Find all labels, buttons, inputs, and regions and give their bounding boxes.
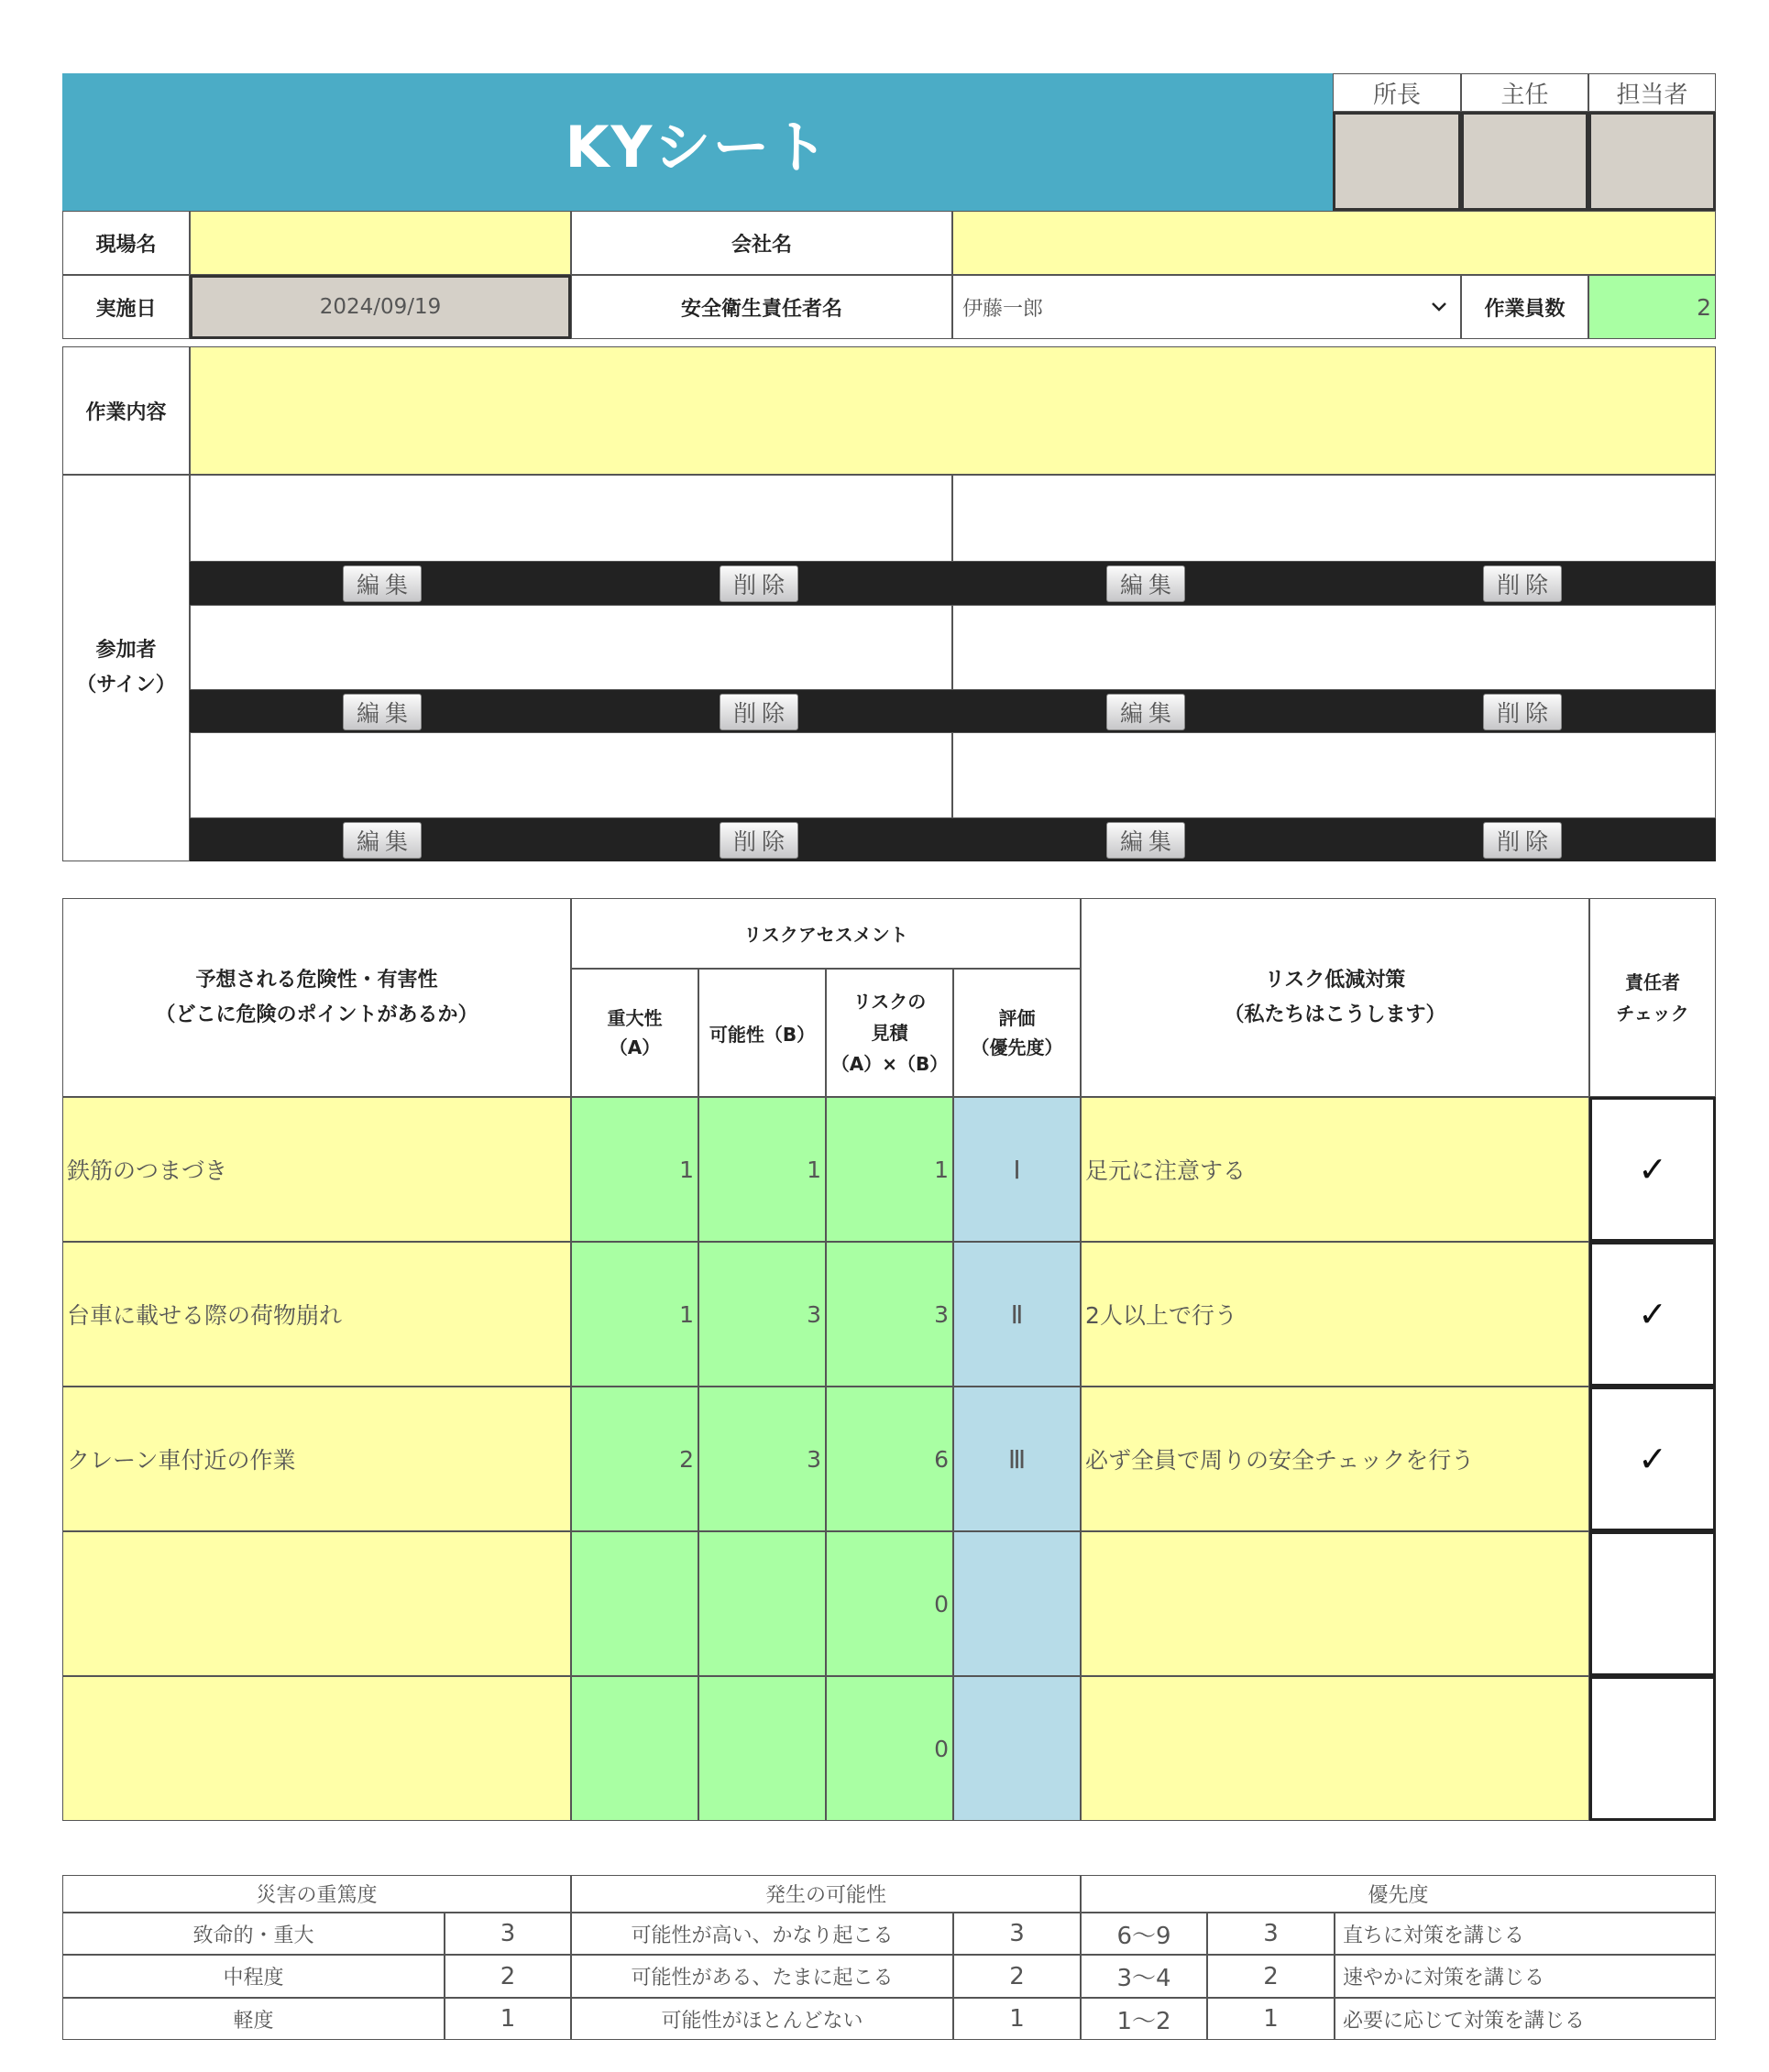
edit-button[interactable]: 編集 bbox=[343, 694, 422, 730]
hazard-header-line1: 予想される危険性・有害性 bbox=[195, 968, 438, 992]
legend-possibility-score: 1 bbox=[953, 1998, 1081, 2040]
legend-severity-header: 災害の重篤度 bbox=[62, 1875, 571, 1913]
legend-possibility-label: 可能性がある、たまに起こる bbox=[571, 1955, 953, 1998]
delete-button[interactable]: 削除 bbox=[1483, 565, 1562, 602]
delete-button[interactable]: 削除 bbox=[1483, 822, 1562, 859]
approval-label-staff: 担当者 bbox=[1588, 73, 1716, 112]
work-input[interactable] bbox=[190, 346, 1716, 475]
approval-stamp-staff[interactable] bbox=[1588, 112, 1716, 211]
hazard-cell[interactable]: 台車に載せる際の荷物崩れ bbox=[62, 1242, 571, 1387]
possibility-cell[interactable]: 1 bbox=[698, 1097, 826, 1242]
manager-check-box[interactable]: ✓ bbox=[1589, 1097, 1716, 1242]
legend-priority-level: 1 bbox=[1207, 1998, 1335, 2040]
countermeasure-cell[interactable]: 2人以上で行う bbox=[1081, 1242, 1589, 1387]
manager-label: 安全衛生責任者名 bbox=[571, 275, 952, 339]
estimate-cell: 0 bbox=[826, 1676, 953, 1821]
countermeasure-header: リスク低減対策 （私たちはこうします） bbox=[1081, 898, 1589, 1097]
hazard-cell[interactable]: 鉄筋のつまづき bbox=[62, 1097, 571, 1242]
countermeasure-cell[interactable] bbox=[1081, 1531, 1589, 1676]
signature-pad[interactable] bbox=[952, 732, 1716, 818]
signature-pad[interactable] bbox=[190, 605, 952, 690]
workers-label: 作業員数 bbox=[1461, 275, 1588, 339]
legend-priority-range: 6〜9 bbox=[1081, 1913, 1207, 1955]
manager-check-box[interactable]: ✓ bbox=[1589, 1242, 1716, 1387]
legend-possibility-score: 3 bbox=[953, 1913, 1081, 1955]
estimate-cell: 3 bbox=[826, 1242, 953, 1387]
possibility-cell[interactable] bbox=[698, 1676, 826, 1821]
manager-check-box[interactable] bbox=[1589, 1676, 1716, 1821]
evaluation-cell: Ⅲ bbox=[953, 1387, 1081, 1531]
legend-priority-action: 必要に応じて対策を講じる bbox=[1335, 1998, 1716, 2040]
title-banner bbox=[62, 73, 1333, 211]
countermeasure-cell[interactable]: 足元に注意する bbox=[1081, 1097, 1589, 1242]
date-label: 実施日 bbox=[62, 275, 190, 339]
edit-button[interactable]: 編集 bbox=[1106, 694, 1185, 730]
possibility-header: 可能性（B） bbox=[698, 969, 826, 1097]
legend-priority-range: 3〜4 bbox=[1081, 1955, 1207, 1998]
estimate-header: リスクの 見積 （A）×（B） bbox=[826, 969, 953, 1097]
severity-cell[interactable]: 1 bbox=[571, 1242, 698, 1387]
legend-possibility-score: 2 bbox=[953, 1955, 1081, 1998]
legend-priority-action: 直ちに対策を講じる bbox=[1335, 1913, 1716, 1955]
company-label: 会社名 bbox=[571, 211, 952, 275]
delete-button[interactable]: 削除 bbox=[1483, 694, 1562, 730]
workers-count[interactable]: 2 bbox=[1588, 275, 1716, 339]
signature-pad[interactable] bbox=[190, 732, 952, 818]
manager-select-value: 伊藤一郎 bbox=[962, 297, 1044, 321]
participants-label-line1: 参加者 bbox=[95, 639, 157, 662]
hazard-header bbox=[62, 898, 571, 1097]
check-header: 責任者 チェック bbox=[1589, 898, 1716, 1097]
delete-button[interactable]: 削除 bbox=[720, 822, 798, 859]
work-label: 作業内容 bbox=[62, 346, 190, 475]
company-input[interactable] bbox=[952, 211, 1716, 275]
severity-cell[interactable]: 1 bbox=[571, 1097, 698, 1242]
legend-priority-level: 2 bbox=[1207, 1955, 1335, 1998]
approval-stamp-chief[interactable] bbox=[1461, 112, 1588, 211]
legend-severity-score: 1 bbox=[445, 1998, 571, 2040]
participants-label bbox=[62, 475, 190, 861]
legend-severity-label: 中程度 bbox=[62, 1955, 445, 1998]
signature-pad[interactable] bbox=[952, 475, 1716, 562]
date-input[interactable]: 2024/09/19 bbox=[190, 275, 571, 339]
legend-severity-label: 致命的・重大 bbox=[62, 1913, 445, 1955]
delete-button[interactable]: 削除 bbox=[720, 694, 798, 730]
legend-severity-label: 軽度 bbox=[62, 1998, 445, 2040]
legend-severity-score: 3 bbox=[445, 1913, 571, 1955]
edit-button[interactable]: 編集 bbox=[1106, 565, 1185, 602]
severity-cell[interactable]: 2 bbox=[571, 1387, 698, 1531]
legend-priority-range: 1〜2 bbox=[1081, 1998, 1207, 2040]
countermeasure-cell[interactable] bbox=[1081, 1676, 1589, 1821]
evaluation-cell: Ⅰ bbox=[953, 1097, 1081, 1242]
countermeasure-cell[interactable]: 必ず全員で周りの安全チェックを行う bbox=[1081, 1387, 1589, 1531]
legend-severity-score: 2 bbox=[445, 1955, 571, 1998]
severity-cell[interactable] bbox=[571, 1531, 698, 1676]
legend-possibility-label: 可能性がほとんどない bbox=[571, 1998, 953, 2040]
hazard-cell[interactable]: クレーン車付近の作業 bbox=[62, 1387, 571, 1531]
possibility-cell[interactable] bbox=[698, 1531, 826, 1676]
evaluation-cell: Ⅱ bbox=[953, 1242, 1081, 1387]
possibility-cell[interactable]: 3 bbox=[698, 1387, 826, 1531]
severity-cell[interactable] bbox=[571, 1676, 698, 1821]
manager-check-box[interactable] bbox=[1589, 1531, 1716, 1676]
edit-button[interactable]: 編集 bbox=[1106, 822, 1185, 859]
legend-priority-level: 3 bbox=[1207, 1913, 1335, 1955]
legend-priority-action: 速やかに対策を講じる bbox=[1335, 1955, 1716, 1998]
estimate-cell: 1 bbox=[826, 1097, 953, 1242]
signature-pad[interactable] bbox=[952, 605, 1716, 690]
legend-possibility-label: 可能性が高い、かなり起こる bbox=[571, 1913, 953, 1955]
severity-header: 重大性 （A） bbox=[571, 969, 698, 1097]
hazard-cell[interactable] bbox=[62, 1676, 571, 1821]
delete-button[interactable]: 削除 bbox=[720, 565, 798, 602]
evaluation-header: 評価 （優先度） bbox=[953, 969, 1081, 1097]
estimate-cell: 0 bbox=[826, 1531, 953, 1676]
signature-pad[interactable] bbox=[190, 475, 952, 562]
estimate-cell: 6 bbox=[826, 1387, 953, 1531]
approval-label-chief: 主任 bbox=[1461, 73, 1588, 112]
possibility-cell[interactable]: 3 bbox=[698, 1242, 826, 1387]
page-title: KYシート bbox=[565, 113, 830, 181]
edit-button[interactable]: 編集 bbox=[343, 565, 422, 602]
evaluation-cell bbox=[953, 1531, 1081, 1676]
assessment-header: リスクアセスメント bbox=[571, 898, 1081, 969]
legend-priority-header: 優先度 bbox=[1081, 1875, 1716, 1913]
evaluation-cell bbox=[953, 1676, 1081, 1821]
approval-label-director: 所長 bbox=[1333, 73, 1461, 112]
manager-check-box[interactable]: ✓ bbox=[1589, 1387, 1716, 1531]
participants-label-line2: （サイン） bbox=[76, 674, 176, 696]
manager-select[interactable] bbox=[952, 275, 1461, 339]
hazard-cell[interactable] bbox=[62, 1531, 571, 1676]
hazard-header-line2: （どこに危険のポイントがあるか） bbox=[155, 1003, 478, 1026]
chevron-down-icon bbox=[1431, 301, 1447, 312]
legend-possibility-header: 発生の可能性 bbox=[571, 1875, 1081, 1913]
site-input[interactable] bbox=[190, 211, 571, 275]
approval-stamp-director[interactable] bbox=[1333, 112, 1461, 211]
edit-button[interactable]: 編集 bbox=[343, 822, 422, 859]
site-label: 現場名 bbox=[62, 211, 190, 275]
